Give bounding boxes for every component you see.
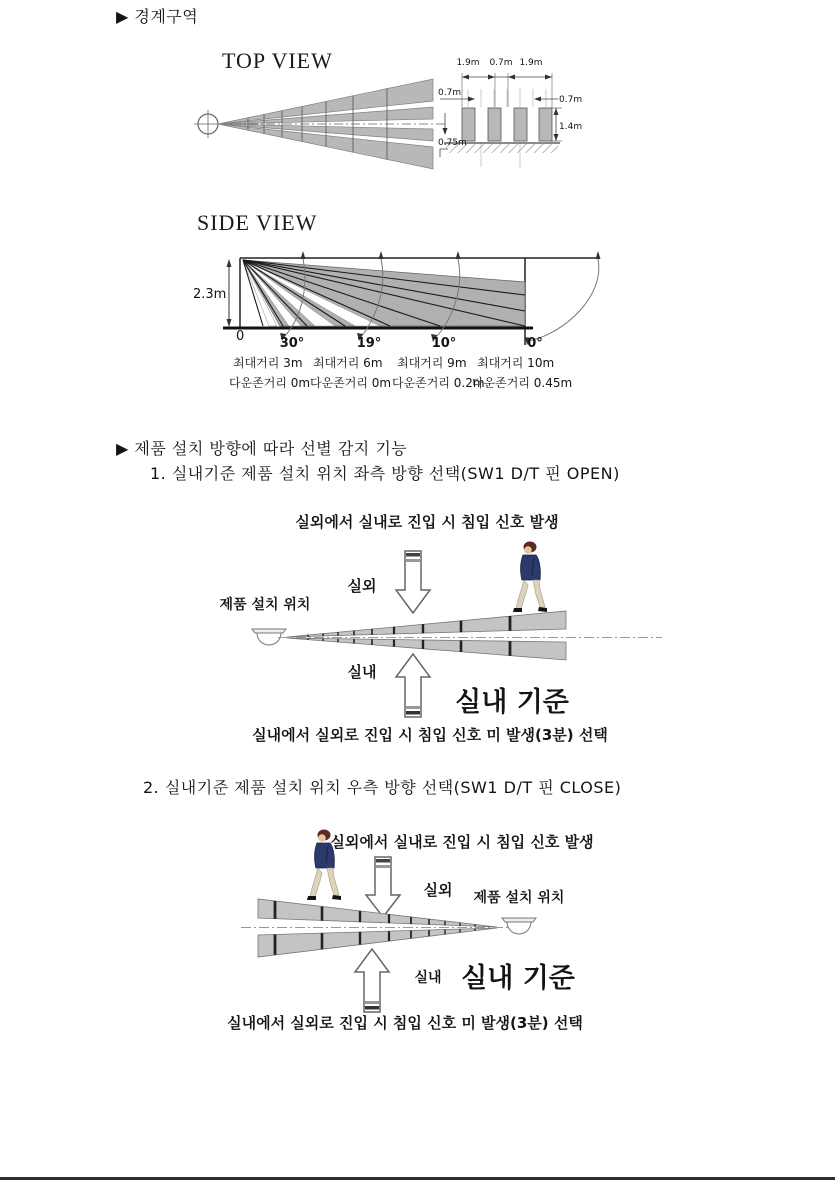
svg-text:최대거리 6m: 최대거리 6m	[313, 356, 383, 370]
svg-text:19°: 19°	[356, 336, 382, 351]
outdoor-label: 실외	[347, 577, 377, 595]
exit-no-signal-label: 실내에서 실외로 진입 시 침입 신호 미 발생(3분) 선택	[227, 1014, 583, 1032]
svg-text:최대거리 3m: 최대거리 3m	[233, 356, 303, 370]
list-item-open: 1. 실내기준 제품 설치 위치 좌측 방향 선택(SW1 D/T 핀 OPEN)	[150, 464, 620, 483]
svg-text:0°: 0°	[527, 336, 543, 351]
svg-text:다운존거리 0m: 다운존거리 0m	[310, 376, 392, 390]
svg-text:0.75m: 0.75m	[438, 138, 467, 148]
entry-signal-label: 실외에서 실내로 진입 시 침입 신호 발생	[330, 833, 594, 851]
install-position-label: 제품 설치 위치	[473, 890, 565, 906]
svg-text:1.4m: 1.4m	[559, 122, 583, 132]
origin-zero: 0	[236, 329, 245, 344]
svg-text:다운존거리 0.45m: 다운존거리 0.45m	[472, 376, 573, 390]
svg-text:최대거리 10m: 최대거리 10m	[477, 356, 555, 370]
dome-sensor-icon	[502, 918, 536, 934]
up-arrow-icon	[396, 654, 430, 717]
section-title-direction-select: ▶ 제품 설치 방향에 따라 선별 감지 기능	[116, 439, 408, 458]
down-arrow-icon	[396, 551, 430, 613]
right-width-dimension	[534, 95, 582, 105]
exit-no-signal-label: 실내에서 실외로 진입 시 침입 신호 미 발생(3분) 선택	[252, 726, 608, 744]
svg-text:2.3m: 2.3m	[193, 287, 227, 302]
indoor-reference-label: 실내 기준	[455, 687, 569, 718]
beam-bars	[462, 108, 552, 141]
person-icon	[513, 542, 547, 613]
direction-diagram-close	[170, 815, 670, 1040]
side-view-diagram	[185, 248, 630, 398]
top-view-title: TOP VIEW	[222, 48, 333, 73]
indoor-label: 실내	[414, 970, 442, 986]
top-view-beam-diagram	[190, 70, 450, 182]
guide-lines	[468, 89, 546, 167]
svg-text:최대거리 9m: 최대거리 9m	[397, 356, 467, 370]
mount-height-dimension	[193, 259, 232, 327]
svg-text:다운존거리 0.2m: 다운존거리 0.2m	[392, 376, 485, 390]
section-title-boundary-zone: ▶ 경계구역	[116, 7, 199, 26]
up-arrow-icon	[355, 949, 389, 1012]
entry-signal-label: 실외에서 실내로 진입 시 침입 신호 발생	[295, 513, 559, 531]
left-width-dimension	[438, 88, 475, 102]
svg-text:0.7m: 0.7m	[559, 95, 583, 105]
page-bottom-rule	[0, 1177, 835, 1180]
indoor-label: 실내	[347, 663, 377, 681]
list-item-close: 2. 실내기준 제품 설치 위치 우측 방향 선택(SW1 D/T 핀 CLOSE)	[143, 778, 622, 797]
detection-beams	[287, 611, 566, 660]
height-dimension	[550, 108, 582, 141]
dim-label: 1.9m	[519, 58, 543, 68]
dim-label: 1.9m	[456, 58, 480, 68]
side-view-title: SIDE VIEW	[197, 210, 318, 235]
svg-text:0.7m: 0.7m	[438, 88, 462, 98]
dim-label: 0.7m	[489, 58, 513, 68]
outdoor-label: 실외	[423, 881, 453, 899]
direction-diagram-open	[180, 505, 670, 750]
beam-cross-section-diagram	[438, 45, 583, 185]
install-position-label: 제품 설치 위치	[219, 597, 311, 613]
svg-text:30°: 30°	[279, 336, 305, 351]
zone-labels	[229, 336, 572, 390]
svg-text:10°: 10°	[431, 336, 457, 351]
svg-text:다운존거리 0m: 다운존거리 0m	[229, 376, 311, 390]
indoor-reference-label: 실내 기준	[461, 963, 575, 994]
down-arrow-icon	[366, 857, 400, 917]
